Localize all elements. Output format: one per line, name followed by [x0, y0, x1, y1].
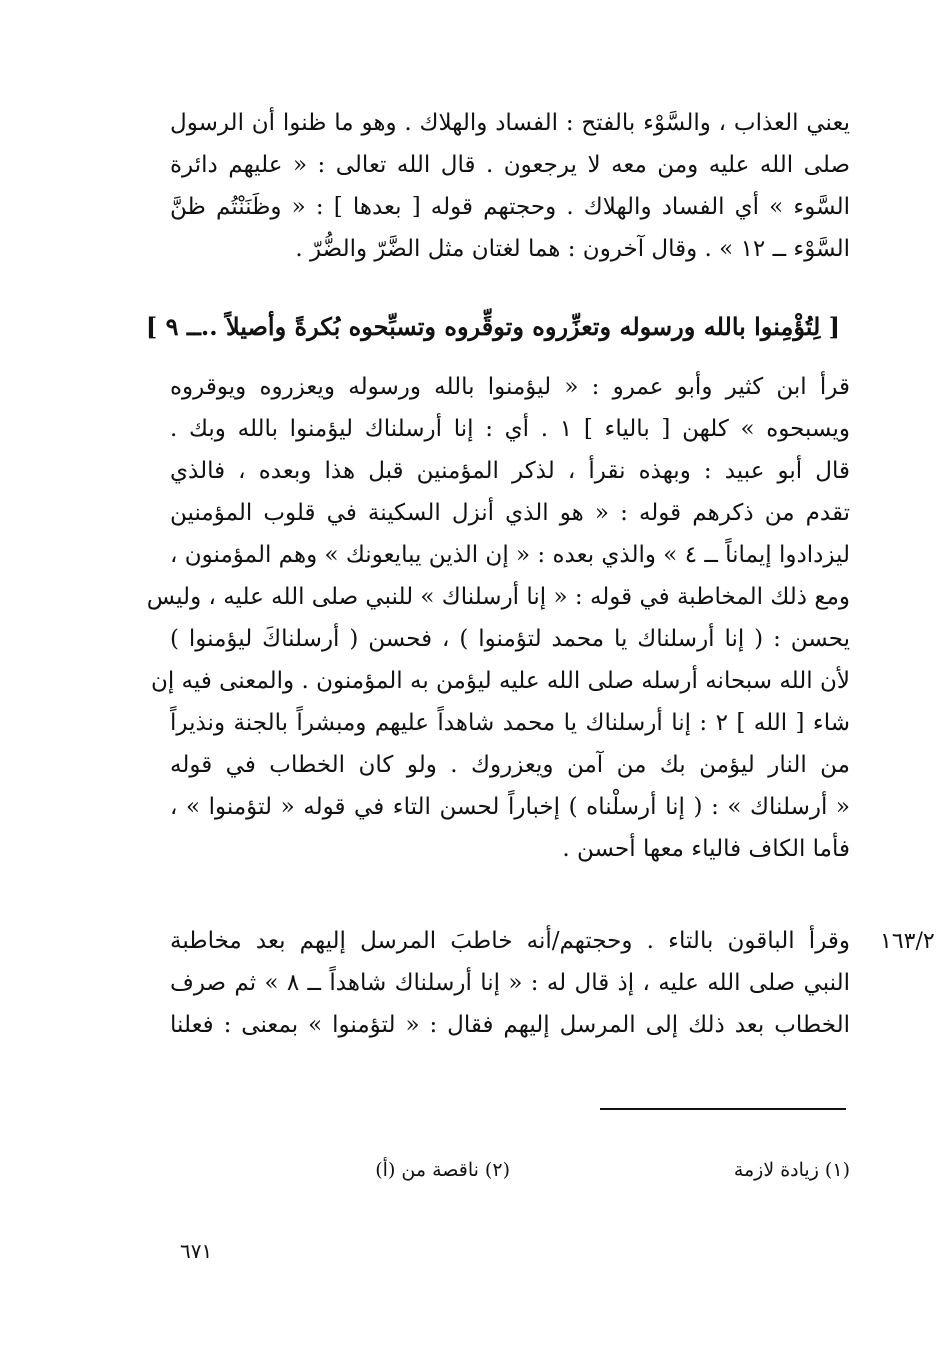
paragraph-1 [170, 102, 850, 270]
text-line: تقدم من ذكرهم قوله : « هو الذي أنزل السكينة في قلوب المؤمنين [170, 500, 850, 526]
text-line: الخطاب بعد ذلك إلى المرسل إليهم فقال : « لتؤمنوا » بمعنى : فعلنا [170, 1012, 850, 1038]
text-line: وقرأ الباقون بالتاء . وحجتهم/أنه خاطبَ المرسل إليهم بعد مخاطبة [170, 928, 850, 954]
paragraph-3 [170, 920, 850, 1046]
text-line: النبي صلى الله عليه ، إذ قال له : « إنا أرسلناك شاهداً ــ ٨ » ثم صرف [170, 970, 851, 996]
paragraph-2 [146, 366, 850, 870]
text-line: من النار ليؤمن بك من آمن ويعزروك . ولو كان الخطاب في قوله [170, 752, 850, 778]
text-line: لأن الله سبحانه أرسله صلى الله عليه ليؤمن به المؤمنون . والمعنى فيه إن [150, 668, 850, 694]
text-line: « أرسلناك » : ( إنا أرسلْناه ) إخباراً لحسن التاء في قوله « لتؤمنوا » ، [170, 794, 850, 820]
text-line: يحسن : ( إنا أرسلناك يا محمد لتؤمنوا ) ، فحسن ( أرسلناكَ ليؤمنوا ) [170, 626, 850, 652]
page-number: ٦٧١ [180, 1239, 213, 1263]
text-line: قال أبو عبيد : وبهذه نقرأ ، لذكر المؤمنين قبل هذا وبعده ، فالذي [170, 458, 850, 484]
text-line: السَّوْء ــ ١٢ » . وقال آخرون : هما لغتان مثل الضَّرّ والضُّرّ . [295, 236, 850, 262]
text-line: ليزدادوا إيماناً ــ ٤ » والذي بعده : « إن الذين يبايعونك » وهم المؤمنون ، [170, 542, 850, 568]
text-line: السَّوء » أي الفساد والهلاك . وحجتهم قوله [ بعدها ] : « وظَنَنْتُم ظنَّ [170, 194, 850, 220]
text-line: يعني العذاب ، والسَّوْء بالفتح : الفساد والهلاك . وهو ما ظنوا أن الرسول [170, 110, 850, 136]
text-line: ومع ذلك المخاطبة في قوله : « إنا أرسلناك » للنبي صلى الله عليه ، وليس [146, 584, 850, 610]
text-line: شاء [ الله ] ٢ : إنا أرسلناك يا محمد شاهداً عليهم ومبشراً بالجنة ونذيراً [170, 710, 850, 736]
text-line: ويسبحوه » كلهن [ بالياء ] ١ . أي : إنا أرسلناك ليؤمنوا بالله وبك . [170, 416, 850, 442]
footnote-divider [600, 1108, 846, 1110]
quran-verse-heading: [ لِتُؤْمِنوا بالله ورسوله وتعزِّروه وتوقِّروه وتسبِّحوه بُكرةً وأصيلاً ..ــ ٩ ] [145, 312, 840, 341]
text-line: صلى الله عليه ومن معه لا يرجعون . قال الله تعالى : « عليهم دائرة [170, 152, 850, 178]
margin-reference: ١٦٣/٢ [880, 929, 935, 954]
text-line: قرأ ابن كثير وأبو عمرو : « ليؤمنوا بالله ورسوله ويعزروه ويوقروه [170, 374, 850, 400]
footnote-1: (١) زيادة لازمة [733, 1159, 850, 1181]
text-line: فأما الكاف فالياء معها أحسن . [562, 836, 850, 862]
footnote-2: (٢) ناقصة من (أ) [375, 1159, 510, 1181]
